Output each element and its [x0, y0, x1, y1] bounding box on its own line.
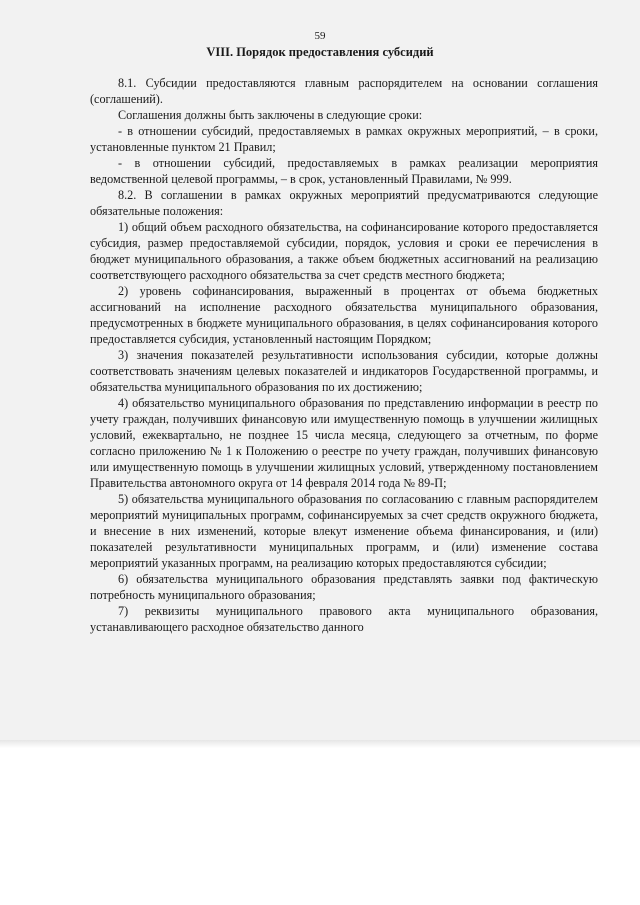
- list-item-1: 1) общий объем расходного обязательства, на софинансирование которого предоставляется субсидия, размер предоставляемой субсидии, порядок, условия и сроки ее перечисления в бюджет муниципального образования, а также объем бюджетных ассигнований на реализацию соответствующего расходного обязательства за счет средств местного бюджета;: [90, 220, 598, 282]
- page-number: 59: [314, 30, 326, 42]
- paragraph-8-1: 8.1. Субсидии предоставляются главным распорядителем на основании соглашения (соглашений).: [90, 76, 598, 106]
- list-item-5: 5) обязательства муниципального образования по согласованию с главным распорядителем мероприятий муниципальных программ, софинансируемых за счет средств окружного бюджета, и внесение в них изменений, которые влекут изменение объема финансирования, и (или) показателей результативности муниципальных программ, и (или) изменение состава мероприятий указанных программ, на реализацию которых предоставляются субсидии;: [90, 492, 598, 570]
- document-body: [90, 75, 598, 635]
- page-edge-shadow: [0, 740, 640, 748]
- list-item-6: 6) обязательства муниципального образования представлять заявки под фактическую потребность муниципального образования;: [90, 572, 598, 602]
- list-item-4: 4) обязательство муниципального образования по представлению информации в реестр по учету граждан, получивших финансовую или имущественную помощь в улучшении жилищных условий, ежеквартально, не позднее 15 числа месяца, следующего за отчетным, по форме согласно приложению № 1 к Положению о реестре по учету граждан, получивших финансовую или имущественную помощь в улучшении жилищных условий, утвержденному постановлением Правительства автономного округа от 14 февраля 2014 года № 89-П;: [90, 396, 598, 490]
- list-item-2: 2) уровень софинансирования, выраженный в процентах от объема бюджетных ассигнований на исполнение расходного обязательства муниципального образования, предусмотренных в бюджете муниципального образования, в целях софинансирования которого предоставляется субсидия, установленный настоящим Порядком;: [90, 284, 598, 346]
- paragraph-deadline-district-events: - в отношении субсидий, предоставляемых в рамках окружных мероприятий, – в сроки, установленные пунктом 21 Правил;: [90, 124, 598, 154]
- list-item-3: 3) значения показателей результативности использования субсидии, которые должны соответствовать значениям целевых показателей и индикаторов Государственной программы, и обязательства муниципального образования по их достижению;: [90, 348, 598, 394]
- paragraph-deadline-departmental-program: - в отношении субсидий, предоставляемых в рамках реализации мероприятия ведомственной целевой программы, – в срок, установленный Правилами, № 999.: [90, 156, 598, 186]
- paragraph-deadlines-intro: Соглашения должны быть заключены в следующие сроки:: [118, 108, 423, 122]
- paragraph-8-2: 8.2. В соглашении в рамках окружных мероприятий предусматриваются следующие обязательные положения:: [90, 188, 598, 218]
- list-item-7: 7) реквизиты муниципального правового акта муниципального образования, устанавливающего расходное обязательство данного: [90, 604, 598, 634]
- section-title: VIII. Порядок предоставления субсидий: [206, 45, 434, 59]
